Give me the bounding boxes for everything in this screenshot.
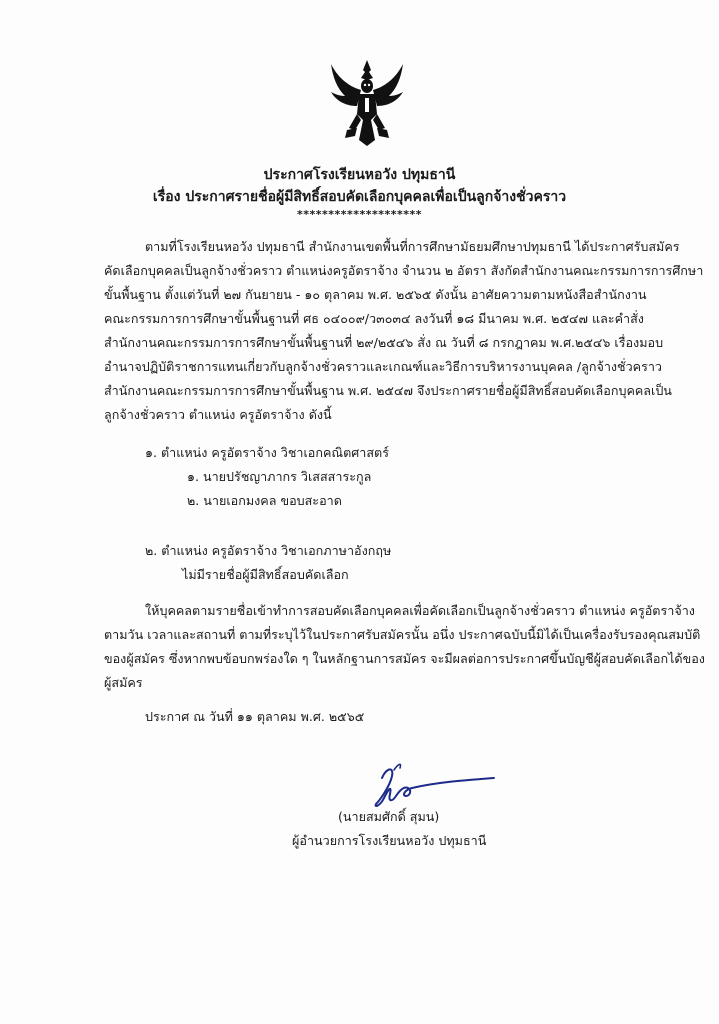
section2-heading: ๒. ตำแหน่ง ครูอัตราจ้าง วิชาเอกภาษาอังกฤษ	[145, 543, 392, 558]
page-title: ประกาศโรงเรียนหอวัง ปทุมธานี	[263, 167, 456, 183]
garuda-emblem-icon	[327, 58, 407, 148]
paragraph1-line: ลูกจ้างชั่วคราว ตำแหน่ง ครูอัตราจ้าง ดังนี้	[104, 407, 332, 422]
paragraph1-line: สำนักงานคณะกรรมการการศึกษาขั้นพื้นฐาน พ.ศ. ๒๕๔๗ จึงประกาศรายชื่อผู้มีสิทธิ์สอบคัดเลือกบุคคลเป็น	[104, 383, 672, 398]
signature-image	[368, 756, 498, 816]
separator-stars: ********************	[296, 208, 423, 221]
announcement-date: ประกาศ ณ วันที่ ๑๑ ตุลาคม พ.ศ. ๒๕๖๕	[145, 709, 365, 724]
paragraph2-line: ผู้สมัคร	[104, 675, 143, 690]
signer-name: (นายสมศักดิ์ สุมน)	[338, 809, 440, 824]
section1-heading: ๑. ตำแหน่ง ครูอัตราจ้าง วิชาเอกคณิตศาสตร์	[145, 445, 389, 460]
paragraph1-line: ขั้นพื้นฐาน ตั้งแต่วันที่ ๒๗ กันยายน - ๑๐ ตุลาคม พ.ศ. ๒๕๖๕ ดังนั้น อาศัยความตามหนังสือสำนักงาน	[104, 287, 647, 302]
section2-note: ไม่มีรายชื่อผู้มีสิทธิ์สอบคัดเลือก	[182, 567, 349, 582]
paragraph2-line: ตามวัน เวลาและสถานที่ ตามที่ระบุไว้ในประกาศรับสมัครนั้น อนึ่ง ประกาศฉบับนี้มิได้เป็นเครื่องรับรองคุณสมบัติ	[104, 627, 701, 642]
paragraph1-line: อำนาจปฏิบัติราชการแทนเกี่ยวกับลูกจ้างชั่วคราวและเกณฑ์และวิธีการบริหารงานบุคคล /ลูกจ้างชั่วคราว	[104, 359, 662, 374]
signer-position: ผู้อำนวยการโรงเรียนหอวัง ปทุมธานี	[292, 833, 487, 848]
paragraph1-line: สำนักงานคณะกรรมการการศึกษาขั้นพื้นฐานที่ ๒๙/๒๕๔๖ สั่ง ณ วันที่ ๘ กรกฎาคม พ.ศ.๒๕๔๖ เรื่องมอบ	[104, 335, 664, 350]
paragraph1-line: คณะกรรมการการศึกษาขั้นพื้นฐานที่ ศธ ๐๔๐๐๙/ว๓๐๓๔ ลงวันที่ ๑๘ มีนาคม พ.ศ. ๒๕๔๗ และคำสั่ง	[104, 311, 644, 326]
candidate-name: ๑. นายปรัชญาภากร วิเสสสาระกูล	[187, 469, 372, 484]
paragraph1-line: ตามที่โรงเรียนหอวัง ปทุมธานี สำนักงานเขตพื้นที่การศึกษามัธยมศึกษาปทุมธานี ได้ประกาศรับสมัคร	[145, 239, 680, 254]
paragraph1-line: คัดเลือกบุคคลเป็นลูกจ้างชั่วคราว ตำแหน่งครูอัตราจ้าง จำนวน ๒ อัตรา สังกัดสำนักงานคณะกรรมการการศึกษา	[104, 263, 704, 278]
paragraph2-line: ให้บุคคลตามรายชื่อเข้าทำการสอบคัดเลือกบุคคลเพื่อคัดเลือกเป็นลูกจ้างชั่วคราว ตำแหน่ง ครูอัตราจ้าง	[145, 603, 695, 618]
candidate-name: ๒. นายเอกมงคล ขอบสะอาด	[187, 493, 342, 508]
paragraph2-line: ของผู้สมัคร ซึ่งหากพบข้อบกพร่องใด ๆ ในหลักฐานการสมัคร จะมีผลต่อการประกาศขึ้นบัญชีผู้สอบคัดเลือกได้ของ	[104, 651, 705, 666]
subject-line: เรื่อง ประกาศรายชื่อผู้มีสิทธิ์สอบคัดเลือกบุคคลเพื่อเป็นลูกจ้างชั่วคราว	[152, 189, 567, 205]
